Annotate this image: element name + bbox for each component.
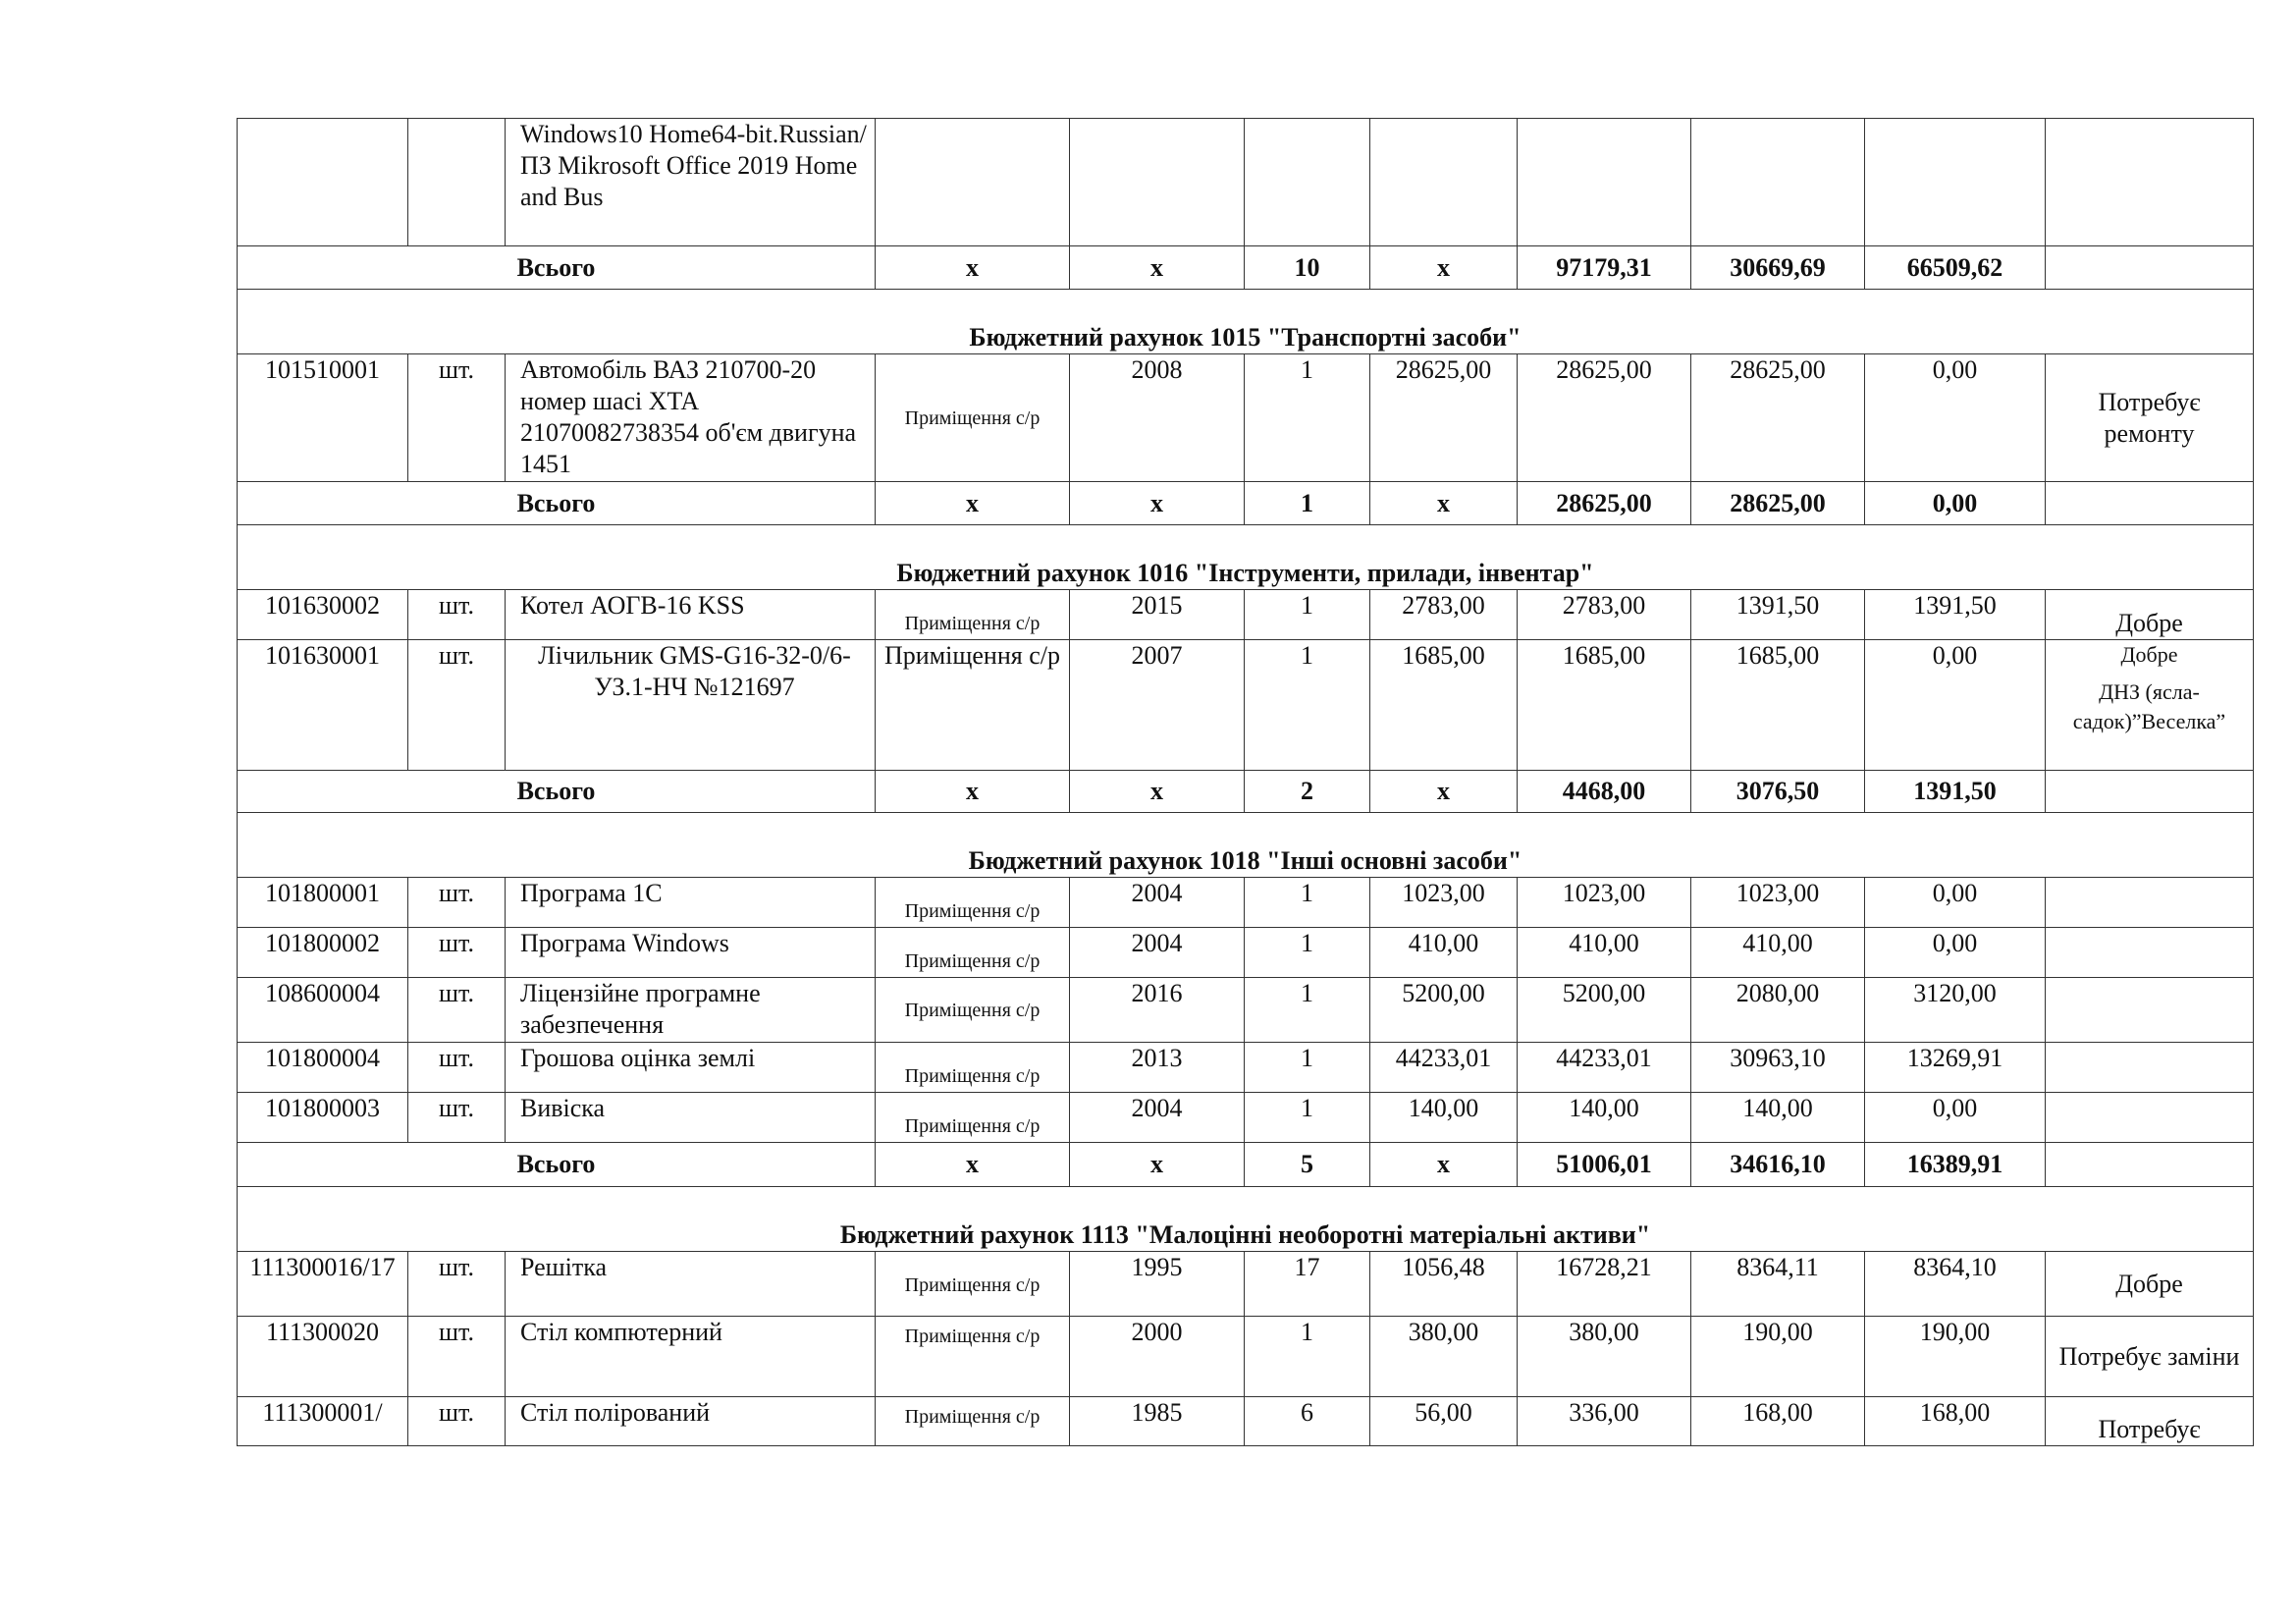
item-residual: 1391,50 [1865,590,2046,640]
item-qty: 1 [1245,928,1370,978]
item-name: Стіл полірований [506,1397,876,1446]
total-depreciation: 30669,69 [1691,246,1865,290]
item-location: Приміщення с/р [876,978,1070,1043]
item-year: 2008 [1070,354,1245,482]
item-total: 16728,21 [1518,1252,1691,1317]
item-total: 2783,00 [1518,590,1691,640]
item-price: 5200,00 [1370,978,1518,1043]
item-year: 2015 [1070,590,1245,640]
item-name: Решітка [506,1252,876,1317]
total-qty: 1 [1245,482,1370,525]
item-price: 44233,01 [1370,1043,1518,1093]
item-condition [2046,928,2254,978]
item-qty: 1 [1245,978,1370,1043]
total-condition [2046,246,2254,290]
item-total: 44233,01 [1518,1043,1691,1093]
item-price: 1056,48 [1370,1252,1518,1317]
item-qty: 1 [1245,1317,1370,1397]
item-location: Приміщення с/р [876,878,1070,928]
total-depreciation: 28625,00 [1691,482,1865,525]
total-year: x [1070,1143,1245,1187]
item-year: 2016 [1070,978,1245,1043]
section-title: Бюджетний рахунок 1018 "Інші основні засоби" [238,813,2254,878]
item-year: 2004 [1070,928,1245,978]
total-year: x [1070,246,1245,290]
item-unit [408,119,506,246]
item-residual: 0,00 [1865,878,2046,928]
total-condition [2046,482,2254,525]
item-year: 2013 [1070,1043,1245,1093]
total-location: x [876,771,1070,813]
total-sum: 97179,31 [1518,246,1691,290]
table-row [238,878,2254,928]
item-residual: 8364,10 [1865,1252,2046,1317]
item-unit: шт. [408,1397,506,1446]
item-condition [2046,1043,2254,1093]
item-residual: 13269,91 [1865,1043,2046,1093]
item-price: 56,00 [1370,1397,1518,1446]
item-depreciation [1691,119,1865,246]
section-title: Бюджетний рахунок 1015 "Транспортні засоби" [238,290,2254,354]
item-depreciation: 2080,00 [1691,978,1865,1043]
item-residual: 0,00 [1865,640,2046,771]
table-row [238,928,2254,978]
item-price: 1023,00 [1370,878,1518,928]
item-qty: 1 [1245,878,1370,928]
item-residual: 0,00 [1865,928,2046,978]
item-condition [2046,878,2254,928]
inventory-table [237,118,2254,1446]
condition-note: ДНЗ (ясла-садок)”Веселка” [2072,679,2226,733]
item-price: 28625,00 [1370,354,1518,482]
item-location: Приміщення с/р [876,1093,1070,1143]
total-condition [2046,1143,2254,1187]
item-code: 111300001/ [238,1397,408,1446]
item-unit: шт. [408,1093,506,1143]
item-location: Приміщення с/р [876,1252,1070,1317]
item-code: 101800002 [238,928,408,978]
item-condition [2046,640,2254,771]
item-total: 28625,00 [1518,354,1691,482]
item-condition [2046,1093,2254,1143]
item-price: 410,00 [1370,928,1518,978]
table-row [238,590,2254,640]
item-total: 5200,00 [1518,978,1691,1043]
item-price: 1685,00 [1370,640,1518,771]
total-location: x [876,482,1070,525]
total-row [238,771,2254,813]
total-residual: 66509,62 [1865,246,2046,290]
item-name: Вивіска [506,1093,876,1143]
section-header-row [238,290,2254,354]
item-name: Програма Windows [506,928,876,978]
item-condition: Потребує ремонту [2046,354,2254,482]
item-location: Приміщення с/р [876,590,1070,640]
table-row [238,1317,2254,1397]
total-price: x [1370,771,1518,813]
item-name: Windows10 Home64-bit.Russian/ПЗ Mikrosoft Office 2019 Home and Bus [506,119,876,246]
item-unit: шт. [408,878,506,928]
item-qty: 1 [1245,1093,1370,1143]
section-title: Бюджетний рахунок 1016 "Інструменти, прилади, інвентар" [238,525,2254,590]
item-depreciation: 168,00 [1691,1397,1865,1446]
item-location: Приміщення с/р [876,928,1070,978]
item-location: Приміщення с/р [876,1043,1070,1093]
item-location: Приміщення с/р [876,1397,1070,1446]
total-qty: 5 [1245,1143,1370,1187]
item-residual: 0,00 [1865,354,2046,482]
item-total: 380,00 [1518,1317,1691,1397]
table-row [238,354,2254,482]
item-code: 101630002 [238,590,408,640]
total-year: x [1070,482,1245,525]
total-price: x [1370,482,1518,525]
item-name: Стіл компютерний [506,1317,876,1397]
item-year: 2004 [1070,878,1245,928]
item-unit: шт. [408,978,506,1043]
table-row [238,1043,2254,1093]
item-total [1518,119,1691,246]
item-condition [2046,119,2254,246]
item-residual: 168,00 [1865,1397,2046,1446]
item-qty: 6 [1245,1397,1370,1446]
total-label: Всього [238,246,876,290]
item-qty: 1 [1245,1043,1370,1093]
item-year [1070,119,1245,246]
total-year: x [1070,771,1245,813]
total-qty: 2 [1245,771,1370,813]
item-name: Програма 1С [506,878,876,928]
item-condition: Потребує заміни [2046,1317,2254,1397]
item-total: 1685,00 [1518,640,1691,771]
item-total: 140,00 [1518,1093,1691,1143]
item-price [1370,119,1518,246]
item-unit: шт. [408,928,506,978]
item-year: 2007 [1070,640,1245,771]
item-depreciation: 1023,00 [1691,878,1865,928]
item-location [876,119,1070,246]
item-residual: 0,00 [1865,1093,2046,1143]
condition-text: Добре [2120,642,2178,667]
item-code: 108600004 [238,978,408,1043]
table-row [238,978,2254,1043]
total-location: x [876,246,1070,290]
table-row [238,119,2254,246]
item-depreciation: 30963,10 [1691,1043,1865,1093]
item-depreciation: 1685,00 [1691,640,1865,771]
item-depreciation: 28625,00 [1691,354,1865,482]
item-total: 410,00 [1518,928,1691,978]
total-label: Всього [238,1143,876,1187]
item-code: 101800003 [238,1093,408,1143]
item-code: 111300016/17 [238,1252,408,1317]
total-row [238,246,2254,290]
item-total: 1023,00 [1518,878,1691,928]
item-unit: шт. [408,354,506,482]
item-location: Приміщення с/р [876,640,1070,771]
table-row [238,1093,2254,1143]
item-depreciation: 8364,11 [1691,1252,1865,1317]
item-name: Лічильник GMS-G16-32-0/6-УЗ.1-НЧ №121697 [506,640,876,771]
section-header-row [238,525,2254,590]
item-name: Ліцензійне програмне забезпечення [506,978,876,1043]
total-qty: 10 [1245,246,1370,290]
item-price: 380,00 [1370,1317,1518,1397]
item-price: 140,00 [1370,1093,1518,1143]
section-title: Бюджетний рахунок 1113 "Малоцінні необоротні матеріальні активи" [238,1187,2254,1252]
item-code: 101800001 [238,878,408,928]
item-qty [1245,119,1370,246]
section-header-row [238,1187,2254,1252]
item-qty: 1 [1245,640,1370,771]
total-residual: 16389,91 [1865,1143,2046,1187]
item-depreciation: 140,00 [1691,1093,1865,1143]
item-condition: Добре [2046,590,2254,640]
item-residual [1865,119,2046,246]
total-sum: 51006,01 [1518,1143,1691,1187]
item-unit: шт. [408,640,506,771]
total-sum: 4468,00 [1518,771,1691,813]
item-year: 1995 [1070,1252,1245,1317]
section-header-row [238,813,2254,878]
total-row [238,482,2254,525]
item-residual: 190,00 [1865,1317,2046,1397]
total-condition [2046,771,2254,813]
item-residual: 3120,00 [1865,978,2046,1043]
total-residual: 0,00 [1865,482,2046,525]
item-code: 111300020 [238,1317,408,1397]
item-year: 2004 [1070,1093,1245,1143]
item-name: Котел АОГВ-16 KSS [506,590,876,640]
item-unit: шт. [408,590,506,640]
item-depreciation: 190,00 [1691,1317,1865,1397]
item-code [238,119,408,246]
item-location: Приміщення с/р [876,354,1070,482]
item-code: 101630001 [238,640,408,771]
item-condition: Добре [2046,1252,2254,1317]
total-depreciation: 34616,10 [1691,1143,1865,1187]
item-unit: шт. [408,1043,506,1093]
item-total: 336,00 [1518,1397,1691,1446]
item-unit: шт. [408,1252,506,1317]
total-depreciation: 3076,50 [1691,771,1865,813]
item-price: 2783,00 [1370,590,1518,640]
total-residual: 1391,50 [1865,771,2046,813]
table-row [238,1397,2254,1446]
item-code: 101800004 [238,1043,408,1093]
item-unit: шт. [408,1317,506,1397]
total-row [238,1143,2254,1187]
total-label: Всього [238,771,876,813]
item-qty: 17 [1245,1252,1370,1317]
item-name: Автомобіль ВАЗ 210700-20 номер шасі XTA 21070082738354 об'єм двигуна 1451 [506,354,876,482]
item-condition: Потребує [2046,1397,2254,1446]
item-condition [2046,978,2254,1043]
item-qty: 1 [1245,354,1370,482]
item-code: 101510001 [238,354,408,482]
total-price: x [1370,1143,1518,1187]
item-depreciation: 1391,50 [1691,590,1865,640]
item-location: Приміщення с/р [876,1317,1070,1397]
total-sum: 28625,00 [1518,482,1691,525]
table-row [238,640,2254,771]
total-location: x [876,1143,1070,1187]
table-row [238,1252,2254,1317]
item-name: Грошова оцінка землі [506,1043,876,1093]
item-year: 1985 [1070,1397,1245,1446]
item-qty: 1 [1245,590,1370,640]
total-label: Всього [238,482,876,525]
item-depreciation: 410,00 [1691,928,1865,978]
item-year: 2000 [1070,1317,1245,1397]
total-price: x [1370,246,1518,290]
